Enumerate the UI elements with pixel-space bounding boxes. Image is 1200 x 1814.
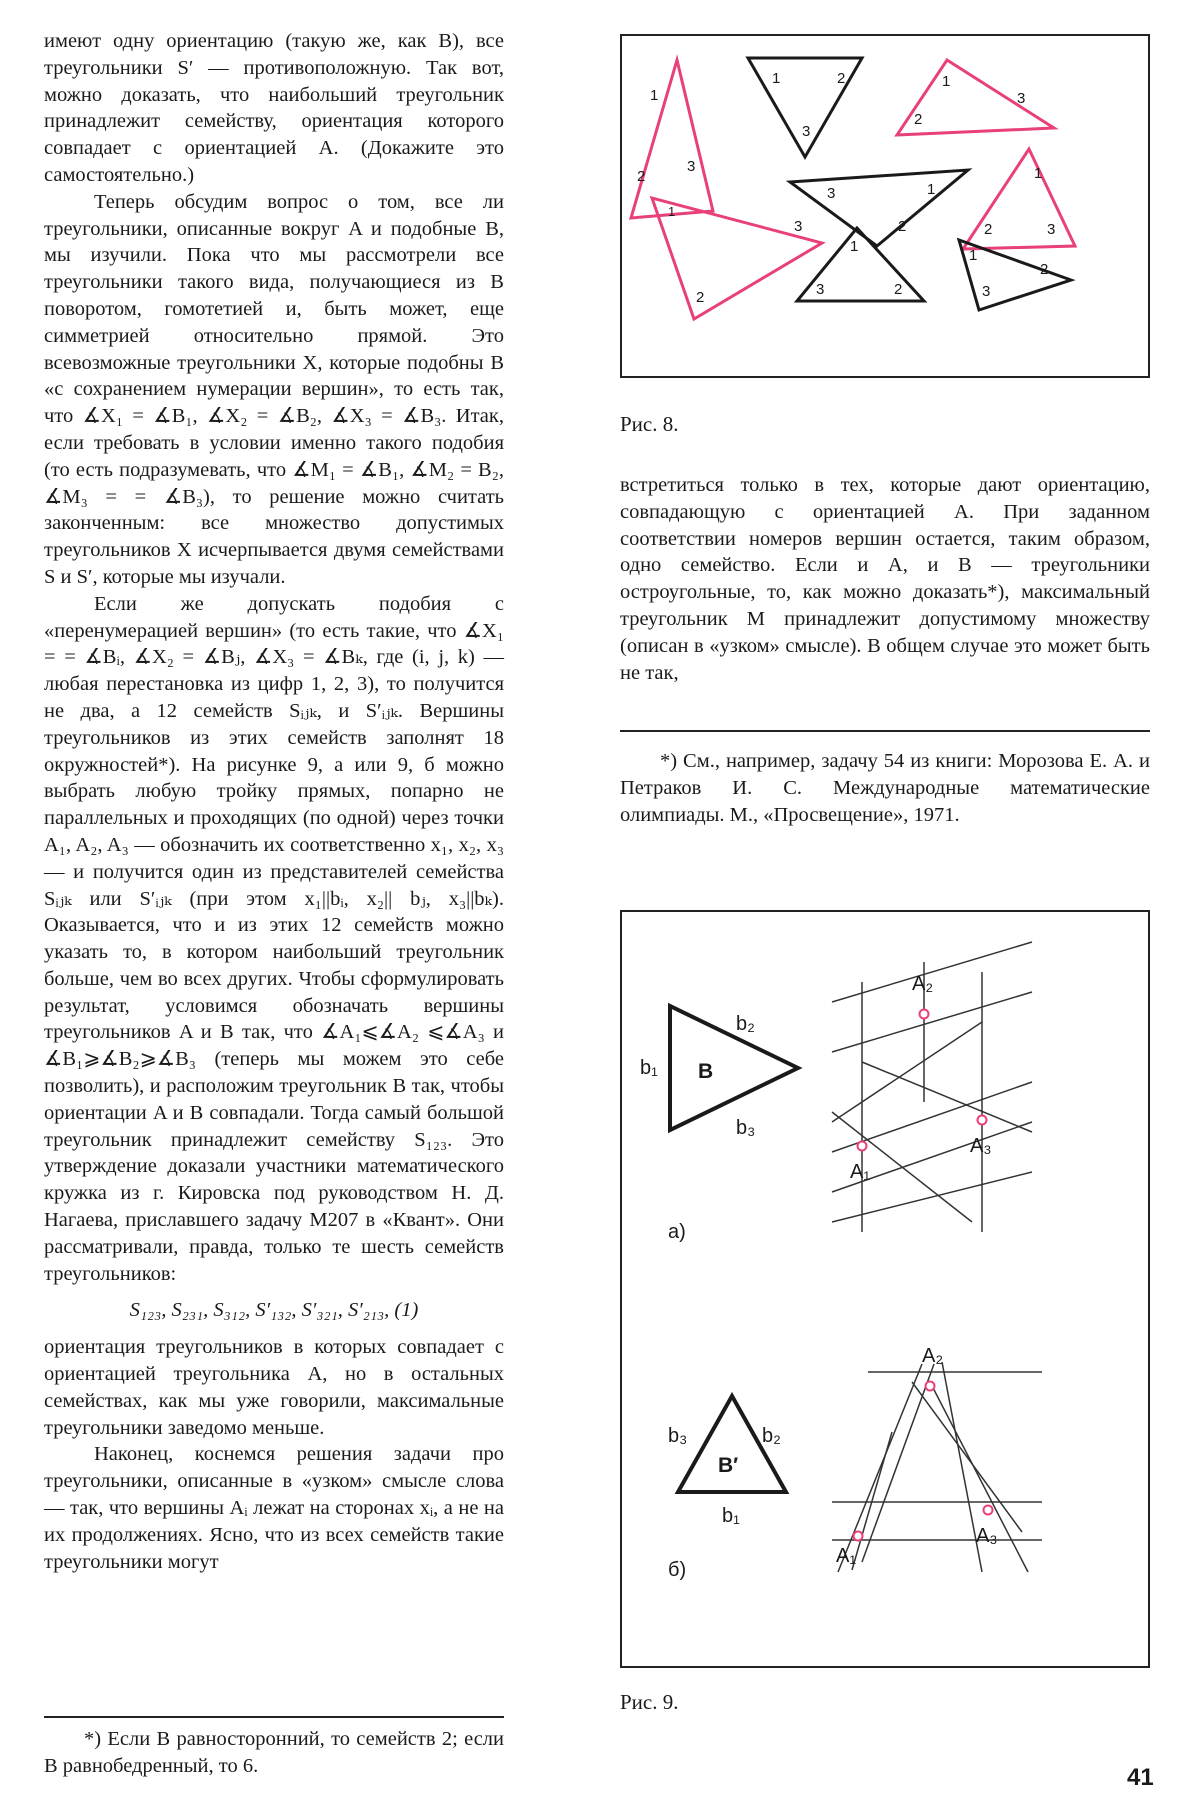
- paragraph: Если же допускать подобия с «перенумерацией вершин» (то есть такие, что ∡X₁ = = ∡Bᵢ, ∡X₂ = ∡Bⱼ, ∡X₃ = ∡Bₖ, где (i, j, k) — любая перестановка из цифр 1, 2, 3), то получится не два, а 12 семейств Sᵢⱼₖ, и S′ᵢⱼₖ. Вершины треугольников из этих семейств заполнят 18 окружностей*). На рисунке 9, а или 9, б можно выбрать любую тройку прямых, попарно не параллельных и проходящих (по одной) через точки A₁, A₂, A₃ — обозначить их соответственно x₁, x₂, x₃ — и получится один из представителей семейства Sᵢⱼₖ или S′ᵢⱼₖ (при этом x₁||bᵢ, x₂|| bⱼ, x₃||bₖ). Оказывается, что и из этих 12 семейств можно указать то, в котором наибольший треугольник больше, чем во всех других. Чтобы сформулировать результат, условимся обозначать вершины треугольников A и B так, что ∡A₁⩽∡A₂ ⩽∡A₃ и ∡B₁⩾∡B₂⩾∡B₃ (теперь мы можем это себе позволить), и расположим треугольник B так, чтобы ориентации A и B совпадали. Тогда самый большой треугольник принадлежит семейству S₁₂₃. Это утверждение доказали участники математического кружка из г. Кировска под руководством Н. Д. Нагаева, приславшего задачу М207 в «Квант». Они рассматривали, правда, только те шесть семейств треугольников:: [44, 592, 504, 1285]
- paragraph: Теперь обсудим вопрос о том, все ли треугольники, описанные вокруг A и подобные B, мы изучили. Пока что мы рассмотрели все треугольники такого вида, получающиеся из B поворотом, гомотетией и, быть может, еще симметрией относительно прямой. Это всевозможные треугольники X, которые подобны B «с сохранением нумерации вершин», то есть так, что ∡X₁ = ∡B₁, ∡X₂ = ∡B₂, ∡X₃ = ∡B₃. Итак, если требовать в условии именно такого подобия (то есть подразумевать, что ∡M₁ = ∡B₁, ∡M₂ = B₂, ∡M₃ = = ∡B₃), то решение можно считать законченным: все множество допустимых треугольников X исчерпывается двумя семействами S и S′, которые мы изучали.: [44, 190, 504, 588]
- figure-8: [620, 34, 1150, 378]
- point-a3-marker: [978, 1116, 987, 1125]
- side-b3-label: b₃: [668, 1425, 688, 1447]
- vertex-label: 1: [942, 73, 951, 90]
- vertex-label: 2: [637, 168, 646, 185]
- construction-lines-b: [832, 1362, 1042, 1572]
- pink-triangle: [631, 60, 713, 218]
- point-a3-marker: [984, 1506, 993, 1515]
- vertex-label: 2: [898, 218, 907, 235]
- figure-9: [620, 910, 1150, 1668]
- side-b3-label: b₃: [736, 1117, 756, 1139]
- side-b1-label: b₁: [640, 1057, 658, 1079]
- page-number: 41: [1127, 1764, 1154, 1791]
- triangle-b-prime-label: B′: [718, 1454, 739, 1477]
- black-triangle: [797, 228, 924, 301]
- paragraph: ориентация треугольников в которых совпадает с ориентацией треугольника A, но в остальных семействах, как мы уже говорили, максимальные треугольники заведомо меньше.: [44, 1336, 504, 1439]
- black-triangle: [959, 240, 1071, 310]
- left-column: [44, 28, 504, 1575]
- paragraph: имеют одну ориентацию (такую же, как B), все треугольники S′ — противоположную. Так вот, можно доказать, что наибольший треугольник принадлежит семейству, ориентация которого совпадает с ориентацией A. (Докажите это самостоятельно.): [44, 30, 504, 186]
- vertex-label: 2: [837, 70, 846, 87]
- vertex-label: 3: [802, 123, 811, 140]
- black-triangle: [748, 58, 862, 157]
- paragraph: Наконец, коснемся решения задачи про треугольники, описанные в «узком» смысле слова — так, что вершины Aᵢ лежат на сторонах xᵢ, а не на их продолжениях. Ясно, что из всех семейств такие треугольники могут: [44, 1443, 504, 1573]
- point-markers-a: [858, 1010, 987, 1151]
- formula-1: S₁₂₃, S₂₃₁, S₃₁₂, S′₁₃₂, S′₃₂₁, S′₂₁₃, (1): [129, 1299, 419, 1322]
- vertex-label: 1: [772, 70, 781, 87]
- pink-triangle: [897, 60, 1054, 135]
- point-a1-label: A₁: [850, 1161, 871, 1183]
- paragraph: встретиться только в тех, которые дают ориентацию, совпадающую с ориентацией A. При заданном соответствии номеров вершин остается, таким образом, одно семейство. Если и A, и B — треугольники остроугольные, то, как можно доказать*), максимальный треугольник M принадлежит допустимому множеству (описан в «узком» смысле). В общем случае это может быть не так,: [620, 474, 1150, 684]
- vertex-label: 1: [668, 204, 676, 219]
- black-triangle: [790, 170, 968, 246]
- vertex-label: 2: [1040, 261, 1049, 278]
- vertex-label: 1: [1034, 165, 1043, 182]
- point-a1-marker: [858, 1142, 867, 1151]
- figure-9-caption: Рис. 9.: [620, 1690, 679, 1714]
- vertex-label: 3: [1017, 90, 1026, 107]
- vertex-label: 1: [927, 181, 936, 198]
- vertex-label: 1: [850, 238, 859, 255]
- point-a1-label: A₁: [836, 1545, 857, 1567]
- vertex-label: 2: [696, 289, 705, 306]
- vertex-label: 2: [894, 281, 903, 298]
- side-b2-label: b₂: [736, 1013, 755, 1035]
- vertex-label: 3: [982, 283, 991, 300]
- right-column: [620, 472, 1150, 686]
- vertex-label: 3: [816, 281, 825, 298]
- panel-a-label: а): [668, 1221, 686, 1243]
- triangle-b-label: B: [698, 1060, 714, 1083]
- point-a3-label: A₃: [970, 1135, 992, 1157]
- footnote-right: *) См., например, задачу 54 из книги: Морозова Е. А. и Петраков И. С. Международные математические олимпиады. М., «Просвещение», 1971.: [620, 750, 1150, 826]
- vertex-label: 2: [914, 111, 923, 128]
- vertex-label: 1: [969, 247, 978, 264]
- vertex-label: 3: [794, 218, 803, 235]
- side-b2-label: b₂: [762, 1425, 781, 1447]
- point-a2-label: A₂: [922, 1345, 944, 1367]
- point-a2-marker: [926, 1382, 935, 1391]
- footnote-divider: [620, 730, 1150, 732]
- vertex-label: 3: [1047, 221, 1056, 238]
- vertex-label: 1: [650, 87, 659, 104]
- vertex-label: 2: [984, 221, 993, 238]
- footnote-divider: [44, 1716, 504, 1718]
- footnote-left: *) Если B равносторонний, то семейств 2; если B равнобедренный, то 6.: [44, 1728, 504, 1777]
- point-a1-marker: [854, 1532, 863, 1541]
- side-b1-label: b₁: [722, 1505, 740, 1527]
- point-a3-label: A₃: [976, 1525, 998, 1547]
- triangle-b: [670, 1006, 798, 1130]
- figure-8-caption: Рис. 8.: [620, 412, 679, 436]
- vertex-label: 3: [827, 185, 836, 202]
- panel-b-label: б): [668, 1559, 687, 1581]
- pink-triangle: [963, 149, 1075, 249]
- vertex-label: 3: [687, 158, 696, 175]
- point-a2-label: A₂: [912, 973, 934, 995]
- point-a2-marker: [920, 1010, 929, 1019]
